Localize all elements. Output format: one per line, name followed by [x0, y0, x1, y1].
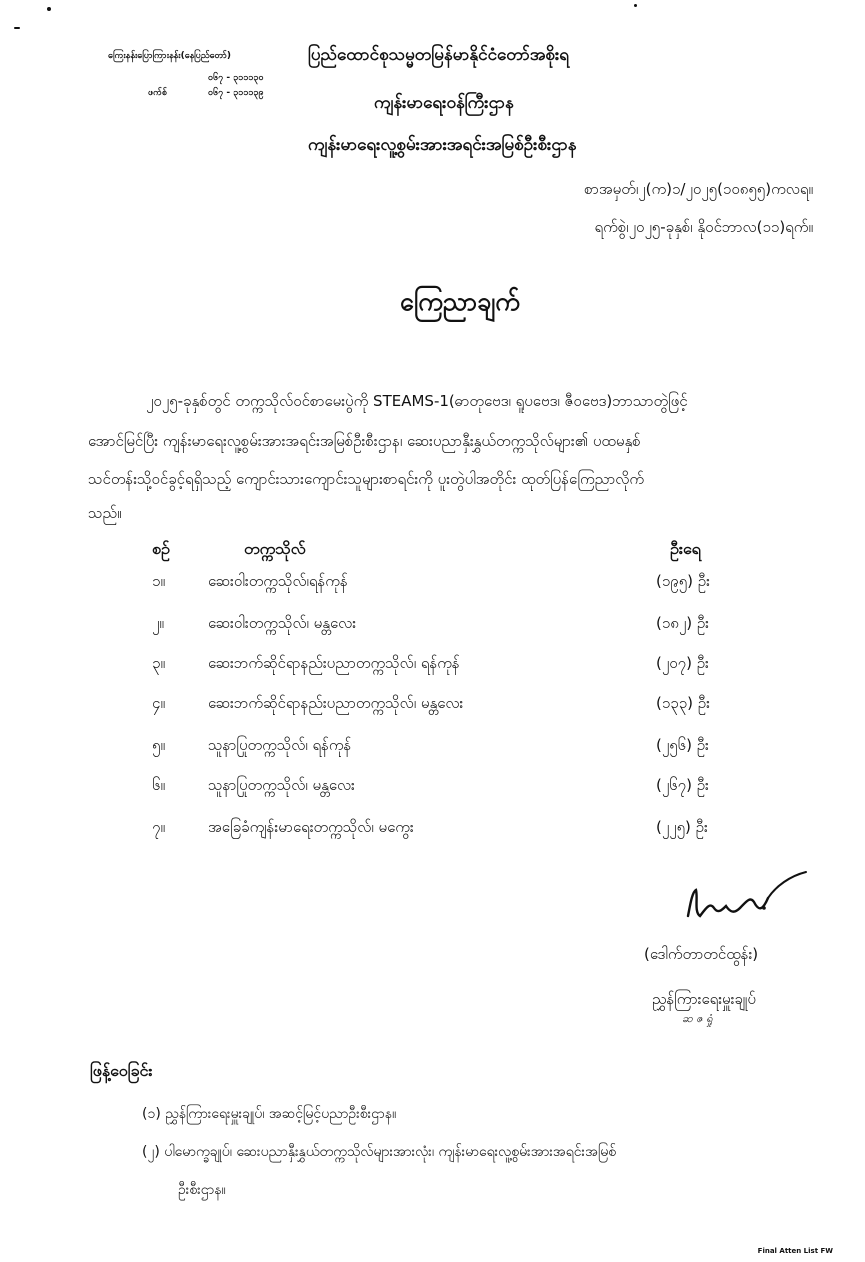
body-line-1: ၂၀၂၅-ခုနှစ်တွင် တက္ကသိုလ်ဝင်စာမေးပွဲကို STEAMS-1(ဓာတုဗေဒ၊ ရူပဗေဒ၊ ဇီဝဗေဒ)ဘာသာတွဲဖြင့် [146, 392, 688, 410]
phone-number: ၀၆၇ - ၃၁၁၁၃၀ [208, 73, 264, 83]
contact-line: ကြေးနန်းပြောကြားနန်း(နေပြည်တော်) [108, 51, 232, 61]
row-no: ၁။ [152, 572, 165, 590]
letter-number: စာအမှတ်၊၂(က)၁/၂၀၂၅(၁၀၈၅၅)ကလရ။ [584, 180, 813, 198]
distribution-item-1: (၁) ညွှန်ကြားရေးမှူးချုပ်၊ အဆင့်မြင့်ပညာဦးစီးဌာန။ [142, 1106, 397, 1122]
row-count: (၁၃၃) ဦး [656, 694, 710, 712]
body-line-4: သည်။ [88, 504, 122, 522]
letter-date: ရက်စွဲ၊၂၀၂၅-ခုနှစ်၊ နိုဝင်ဘာလ(၁၁)ရက်။ [594, 218, 813, 236]
body-line-3: သင်တန်းသို့ဝင်ခွင့်ရရှိသည့် ကျောင်းသားကျောင်းသူများစာရင်းကို ပူးတွဲပါအတိုင်း ထုတ်ပြန်ကြေညာလိုက် [88, 470, 645, 488]
row-university: ဆေးဘက်ဆိုင်ရာနည်းပညာတက္ကသိုလ်၊ မန္တလေး [208, 694, 464, 712]
row-count: (၂၅၆) ဦး [656, 736, 709, 754]
row-no: ၅။ [152, 736, 165, 754]
signatory-name: (ဒေါက်တာတင်ထွန်း) [644, 945, 759, 963]
body-line-2: အောင်မြင်ပြီး ကျန်းမာရေးလူ့စွမ်းအားအရင်းအမြစ်ဦးစီးဌာန၊ ဆေးပညာနှီးနွှယ်တက္ကသိုလ်များ၏ ပထမနှစ် [88, 432, 641, 450]
footer-note: Final Atten List FW [757, 1247, 833, 1255]
row-university: သူနာပြုတက္ကသိုလ်၊ ရန်ကုန် [208, 736, 352, 754]
row-count: (၂၆၇) ဦး [656, 776, 709, 794]
header-count: ဦးရေ [670, 539, 701, 558]
row-no: ၄။ [152, 694, 165, 712]
distribution-item-2-continued: ဦးစီးဌာန။ [178, 1182, 226, 1198]
fax-number: ၀၆၇ - ၃၁၁၁၃၉ [208, 88, 264, 98]
row-count: (၁၈၂) ဦး [656, 614, 709, 632]
header-no: စဉ် [152, 539, 170, 558]
signatory-position: ညွှန်ကြားရေးမှူးချုပ် [652, 990, 756, 1008]
row-university: သူနာပြုတက္ကသိုလ်၊ မန္တလေး [208, 776, 355, 794]
distribution-item-2: (၂) ပါမောက္ခချုပ်၊ ဆေးပညာနှီးနွှယ်တက္ကသိုလ်များအားလုံး၊ ကျန်းမာရေးလူ့စွမ်းအားအရင်းအမြစ် [142, 1144, 617, 1160]
row-count: (၂၀၇) ဦး [656, 654, 709, 672]
scan-speck [634, 4, 637, 7]
signature-image [676, 868, 816, 938]
row-university: အခြေခံကျန်းမာရေးတက္ကသိုလ်၊ မကွေး [208, 818, 414, 836]
header-university: တက္ကသိုလ် [244, 539, 306, 558]
row-no: ၃။ [152, 654, 165, 672]
ministry-heading: ကျန်းမာရေးဝန်ကြီးဌာန [374, 93, 514, 113]
scan-speck [14, 27, 20, 29]
row-no: ၇။ [152, 818, 165, 836]
government-heading: ပြည်ထောင်စုသမ္မတမြန်မာနိုင်ငံတော်အစိုးရ [308, 45, 570, 65]
scan-speck [47, 7, 51, 11]
row-no: ၂။ [152, 614, 164, 632]
distribution-heading: ဖြန့်ဝေခြင်း [90, 1061, 153, 1080]
row-count: (၂၂၅) ဦး [656, 818, 708, 836]
signatory-initials: ဆ ဇ ရှုံ [682, 1012, 713, 1025]
row-university: ဆေးဝါးတက္ကသိုလ်၊ မန္တလေး [208, 614, 357, 632]
announcement-title: ကြေညာချက် [400, 287, 520, 316]
row-university: ဆေးဝါးတက္ကသိုလ်၊ရန်ကုန် [208, 572, 348, 590]
row-university: ဆေးဘက်ဆိုင်ရာနည်းပညာတက္ကသိုလ်၊ ရန်ကုန် [208, 654, 460, 672]
row-count: (၁၉၅) ဦး [656, 572, 710, 590]
department-heading: ကျန်းမာရေးလူ့စွမ်းအားအရင်းအမြစ်ဦးစီးဌာန [308, 135, 577, 155]
fax-label: ဖက်စ် [148, 88, 168, 98]
row-no: ၆။ [152, 776, 165, 794]
